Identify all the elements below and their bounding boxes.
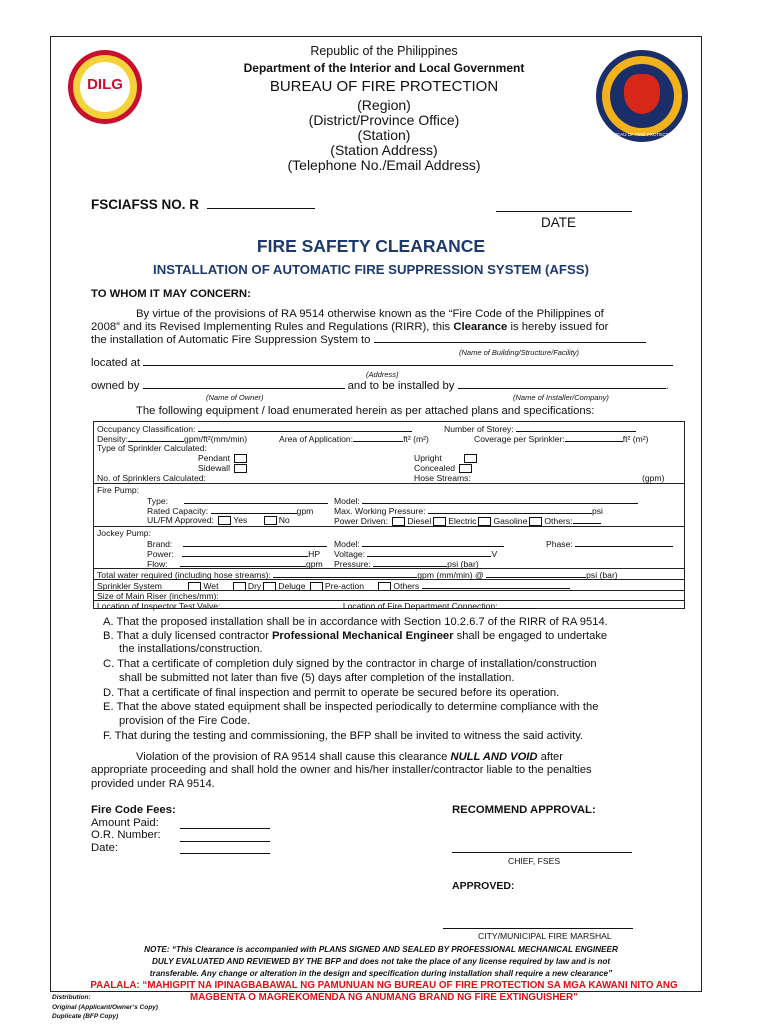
date-label: DATE	[541, 215, 577, 230]
paalala-line-2: MAGBENTA O MAGREKOMENDA NG ANUMANG BRAND NG FIRE EXTINGUISHER”	[190, 992, 578, 1003]
bureau-line: BUREAU OF FIRE PROTECTION	[269, 78, 499, 95]
jockey-pressure-row: Pressure: psi (bar)	[334, 559, 479, 569]
pump-type-field[interactable]	[184, 495, 328, 504]
address-caption: (Address)	[366, 370, 399, 379]
republic-line: Republic of the Philippines	[310, 44, 458, 58]
jockey-model-field[interactable]	[362, 538, 504, 547]
note-line-1: NOTE: “This Clearance is accompanied with PLANS SIGNED AND SEALED BY PROFESSIONAL MECHANICAL ENGINEER	[144, 945, 618, 954]
no-sprinklers-label: No. of Sprinklers Calculated:	[97, 473, 206, 483]
owner-caption: (Name of Owner)	[206, 393, 264, 402]
condition-f: F. That during the testing and commissioning, the BFP shall be invited to witness the said activity.	[103, 730, 584, 742]
dilg-logo-text: DILG	[87, 76, 123, 93]
installer-field[interactable]	[458, 388, 666, 389]
max-pressure-row: Max. Working Pressure: psi	[334, 506, 603, 516]
density-field[interactable]	[128, 433, 184, 442]
fsic-number-field[interactable]	[207, 208, 315, 209]
fee-date-label: Date:	[91, 842, 119, 854]
concealed-option[interactable]: Concealed	[414, 463, 474, 473]
building-caption: (Name of Building/Structure/Facility)	[459, 348, 580, 357]
owned-by-line: owned by and to be installed by .	[91, 380, 669, 392]
condition-c-cont: shall be submitted not later than five (5) days after completion of the installation.	[119, 672, 515, 684]
chief-signature-line[interactable]	[452, 852, 632, 853]
hose-unit: (gpm)	[642, 473, 665, 483]
salutation: TO WHOM IT MAY CONCERN:	[91, 288, 251, 300]
coverage-row: Coverage per Sprinkler: ft² (m²)	[474, 434, 649, 444]
note-line-2: DULY EVALUATED AND REVIEWED BY THE BFP and does not take the place of any license required by law and is not	[151, 957, 611, 966]
original-copy-label: Original (Applicant/Owner’s Copy)	[52, 1004, 158, 1011]
marshal-signature-line[interactable]	[443, 928, 633, 929]
condition-a: A. That the proposed installation shall be in accordance with Section 10.2.6.7 of the RIRR of RA 9514.	[103, 616, 608, 628]
marshal-title: CITY/MUNICIPAL FIRE MARSHAL	[478, 931, 612, 941]
equipment-intro: The following equipment / load enumerated herein as per attached plans and specifications:	[136, 405, 595, 417]
sidewall-option[interactable]: Sidewall	[198, 463, 249, 473]
department-line: Department of the Interior and Local Government	[243, 61, 525, 75]
rated-capacity-row: Rated Capacity: gpm	[147, 506, 314, 516]
approved-label: APPROVED:	[452, 880, 515, 892]
recommend-approval-label: RECOMMEND APPROVAL:	[452, 804, 596, 816]
duplicate-copy-label: Duplicate (BFP Copy)	[52, 1013, 119, 1020]
jockey-phase-field[interactable]	[575, 538, 673, 547]
fsic-number-label	[91, 197, 315, 212]
amount-paid-label: Amount Paid:	[91, 817, 159, 829]
rated-capacity-field[interactable]	[211, 505, 297, 514]
violation-line-3: provided under RA 9514.	[91, 778, 215, 790]
station-line: (Station)	[357, 127, 411, 143]
pump-model-field[interactable]	[362, 495, 638, 504]
occupancy-field[interactable]	[198, 423, 412, 432]
paragraph-line-2: 2008” and its Revised Implementing Rules and Regulations (RIRR), this Clearance is hereby issued for	[91, 321, 609, 333]
power-driven-row: Power Driven: Diesel Electric Gasoline Others:	[334, 515, 601, 526]
jockey-phase-row: Phase:	[546, 538, 673, 549]
condition-d: D. That a certificate of final inspection and permit to operate be secured before its operation.	[103, 687, 560, 699]
fee-date-field[interactable]	[180, 853, 270, 854]
violation-line-1: Violation of the provision of RA 9514 shall cause this clearance NULL AND VOID after	[136, 751, 563, 763]
amount-paid-field[interactable]	[180, 828, 270, 829]
total-water-row: Total water required (including hose streams): gpm (mm/min) @ psi (bar)	[97, 570, 618, 580]
address-field[interactable]	[143, 365, 673, 366]
condition-b-cont: the installations/construction.	[119, 643, 263, 655]
condition-c: C. That a certificate of completion duly signed by the contractor in charge of installation/construction	[103, 658, 597, 670]
building-name-field[interactable]	[374, 342, 646, 343]
area-field[interactable]	[353, 433, 403, 442]
location-row: Location of Inspector Test Valve: Location of Fire Department Connection:	[97, 600, 536, 611]
density-row: Density: gpm/ft²(mm/min)	[97, 434, 248, 444]
located-at-line: located at	[91, 357, 673, 369]
jockey-pressure-field[interactable]	[373, 558, 447, 567]
document-title: FIRE SAFETY CLEARANCE	[256, 236, 486, 256]
date-line[interactable]	[496, 211, 632, 212]
station-address-line: (Station Address)	[330, 142, 438, 158]
coverage-field[interactable]	[565, 433, 623, 442]
inspector-valve-field[interactable]	[220, 600, 336, 609]
jockey-brand-field[interactable]	[183, 538, 327, 547]
max-pressure-field[interactable]	[428, 505, 592, 514]
chief-title: CHIEF, FSES	[508, 856, 561, 866]
note-line-3: transferable. Any change or alteration in the design and specification during installation shall require a new clearance”	[149, 969, 613, 978]
sprinkler-type-label: Type of Sprinkler Calculated:	[97, 443, 207, 453]
owner-field[interactable]	[143, 388, 345, 389]
hose-streams-label: Hose Streams:	[414, 473, 471, 483]
fire-pump-label: Fire Pump:	[97, 485, 140, 495]
storey-row: Number of Storey:	[444, 423, 636, 434]
main-riser-row: Size of Main Riser (inches/mm):	[97, 591, 219, 601]
sprinkler-system-row: Sprinkler System Wet Dry Deluge Pre-action Others	[97, 580, 570, 591]
jockey-voltage-row: Voltage: V	[334, 549, 498, 559]
paalala-line-1: PAALALA: “MAHIGPIT NA IPINAGBABAWAL NG PAMUNUAN NG BUREAU OF FIRE PROTECTION SA MGA KAWANI NITO ANG	[90, 980, 678, 991]
violation-line-2: appropriate proceeding and shall hold the owner and his/her installer/contractor liable to the penalties	[91, 764, 592, 776]
jockey-brand-row: Brand:	[147, 538, 327, 549]
fsic-number-text: FSCIAFSS NO. R	[91, 197, 200, 212]
jockey-voltage-field[interactable]	[367, 548, 491, 557]
document-subtitle: INSTALLATION OF AUTOMATIC FIRE SUPPRESSION SYSTEM (AFSS)	[153, 262, 589, 277]
or-number-field[interactable]	[180, 841, 270, 842]
ulfm-row: UL/FM Approved: Yes No	[147, 515, 290, 525]
storey-field[interactable]	[516, 423, 636, 432]
area-row: Area of Application: ft² (m²)	[279, 434, 429, 444]
equipment-table	[93, 421, 685, 609]
bfp-seal-text: BUREAU OF FIRE PROTECTION	[607, 132, 677, 137]
condition-e-cont: provision of the Fire Code.	[119, 715, 251, 727]
pendant-option[interactable]: Pendant	[198, 453, 249, 463]
region-line: (Region)	[357, 97, 411, 113]
jockey-model-row: Model:	[334, 538, 504, 549]
upright-option[interactable]: Upright	[414, 453, 479, 463]
jockey-power-row: Power: HP	[147, 549, 321, 559]
condition-b: B. That a duly licensed contractor Professional Mechanical Engineer shall be engaged to undertake	[103, 630, 608, 642]
jockey-flow-row: Flow: gpm	[147, 559, 323, 569]
pump-model-row: Model:	[334, 495, 638, 506]
jockey-flow-field[interactable]	[180, 558, 306, 567]
occupancy-row: Occupancy Classification:	[97, 423, 412, 434]
installer-caption: (Name of Installer/Company)	[513, 393, 609, 402]
fees-title: Fire Code Fees:	[91, 804, 176, 816]
total-water-field[interactable]	[273, 569, 417, 578]
distribution-label: Distribution:	[52, 994, 91, 1001]
or-number-label: O.R. Number:	[91, 829, 161, 841]
fd-connection-field[interactable]	[498, 600, 536, 609]
paragraph-line-1: By virtue of the provisions of RA 9514 otherwise known as the “Fire Code of the Philippines of	[136, 308, 604, 320]
district-line: (District/Province Office)	[308, 112, 460, 128]
condition-e: E. That the above stated equipment shall be inspected periodically to determine compliance with the	[103, 701, 599, 713]
total-water-pressure-field[interactable]	[486, 569, 586, 578]
jockey-pump-label: Jockey Pump:	[97, 528, 151, 538]
pump-type-row: Type:	[147, 495, 328, 506]
contact-line: (Telephone No./Email Address)	[287, 157, 481, 173]
jockey-power-field[interactable]	[182, 548, 308, 557]
paragraph-line-3: the installation of Automatic Fire Suppression System to	[91, 334, 646, 346]
